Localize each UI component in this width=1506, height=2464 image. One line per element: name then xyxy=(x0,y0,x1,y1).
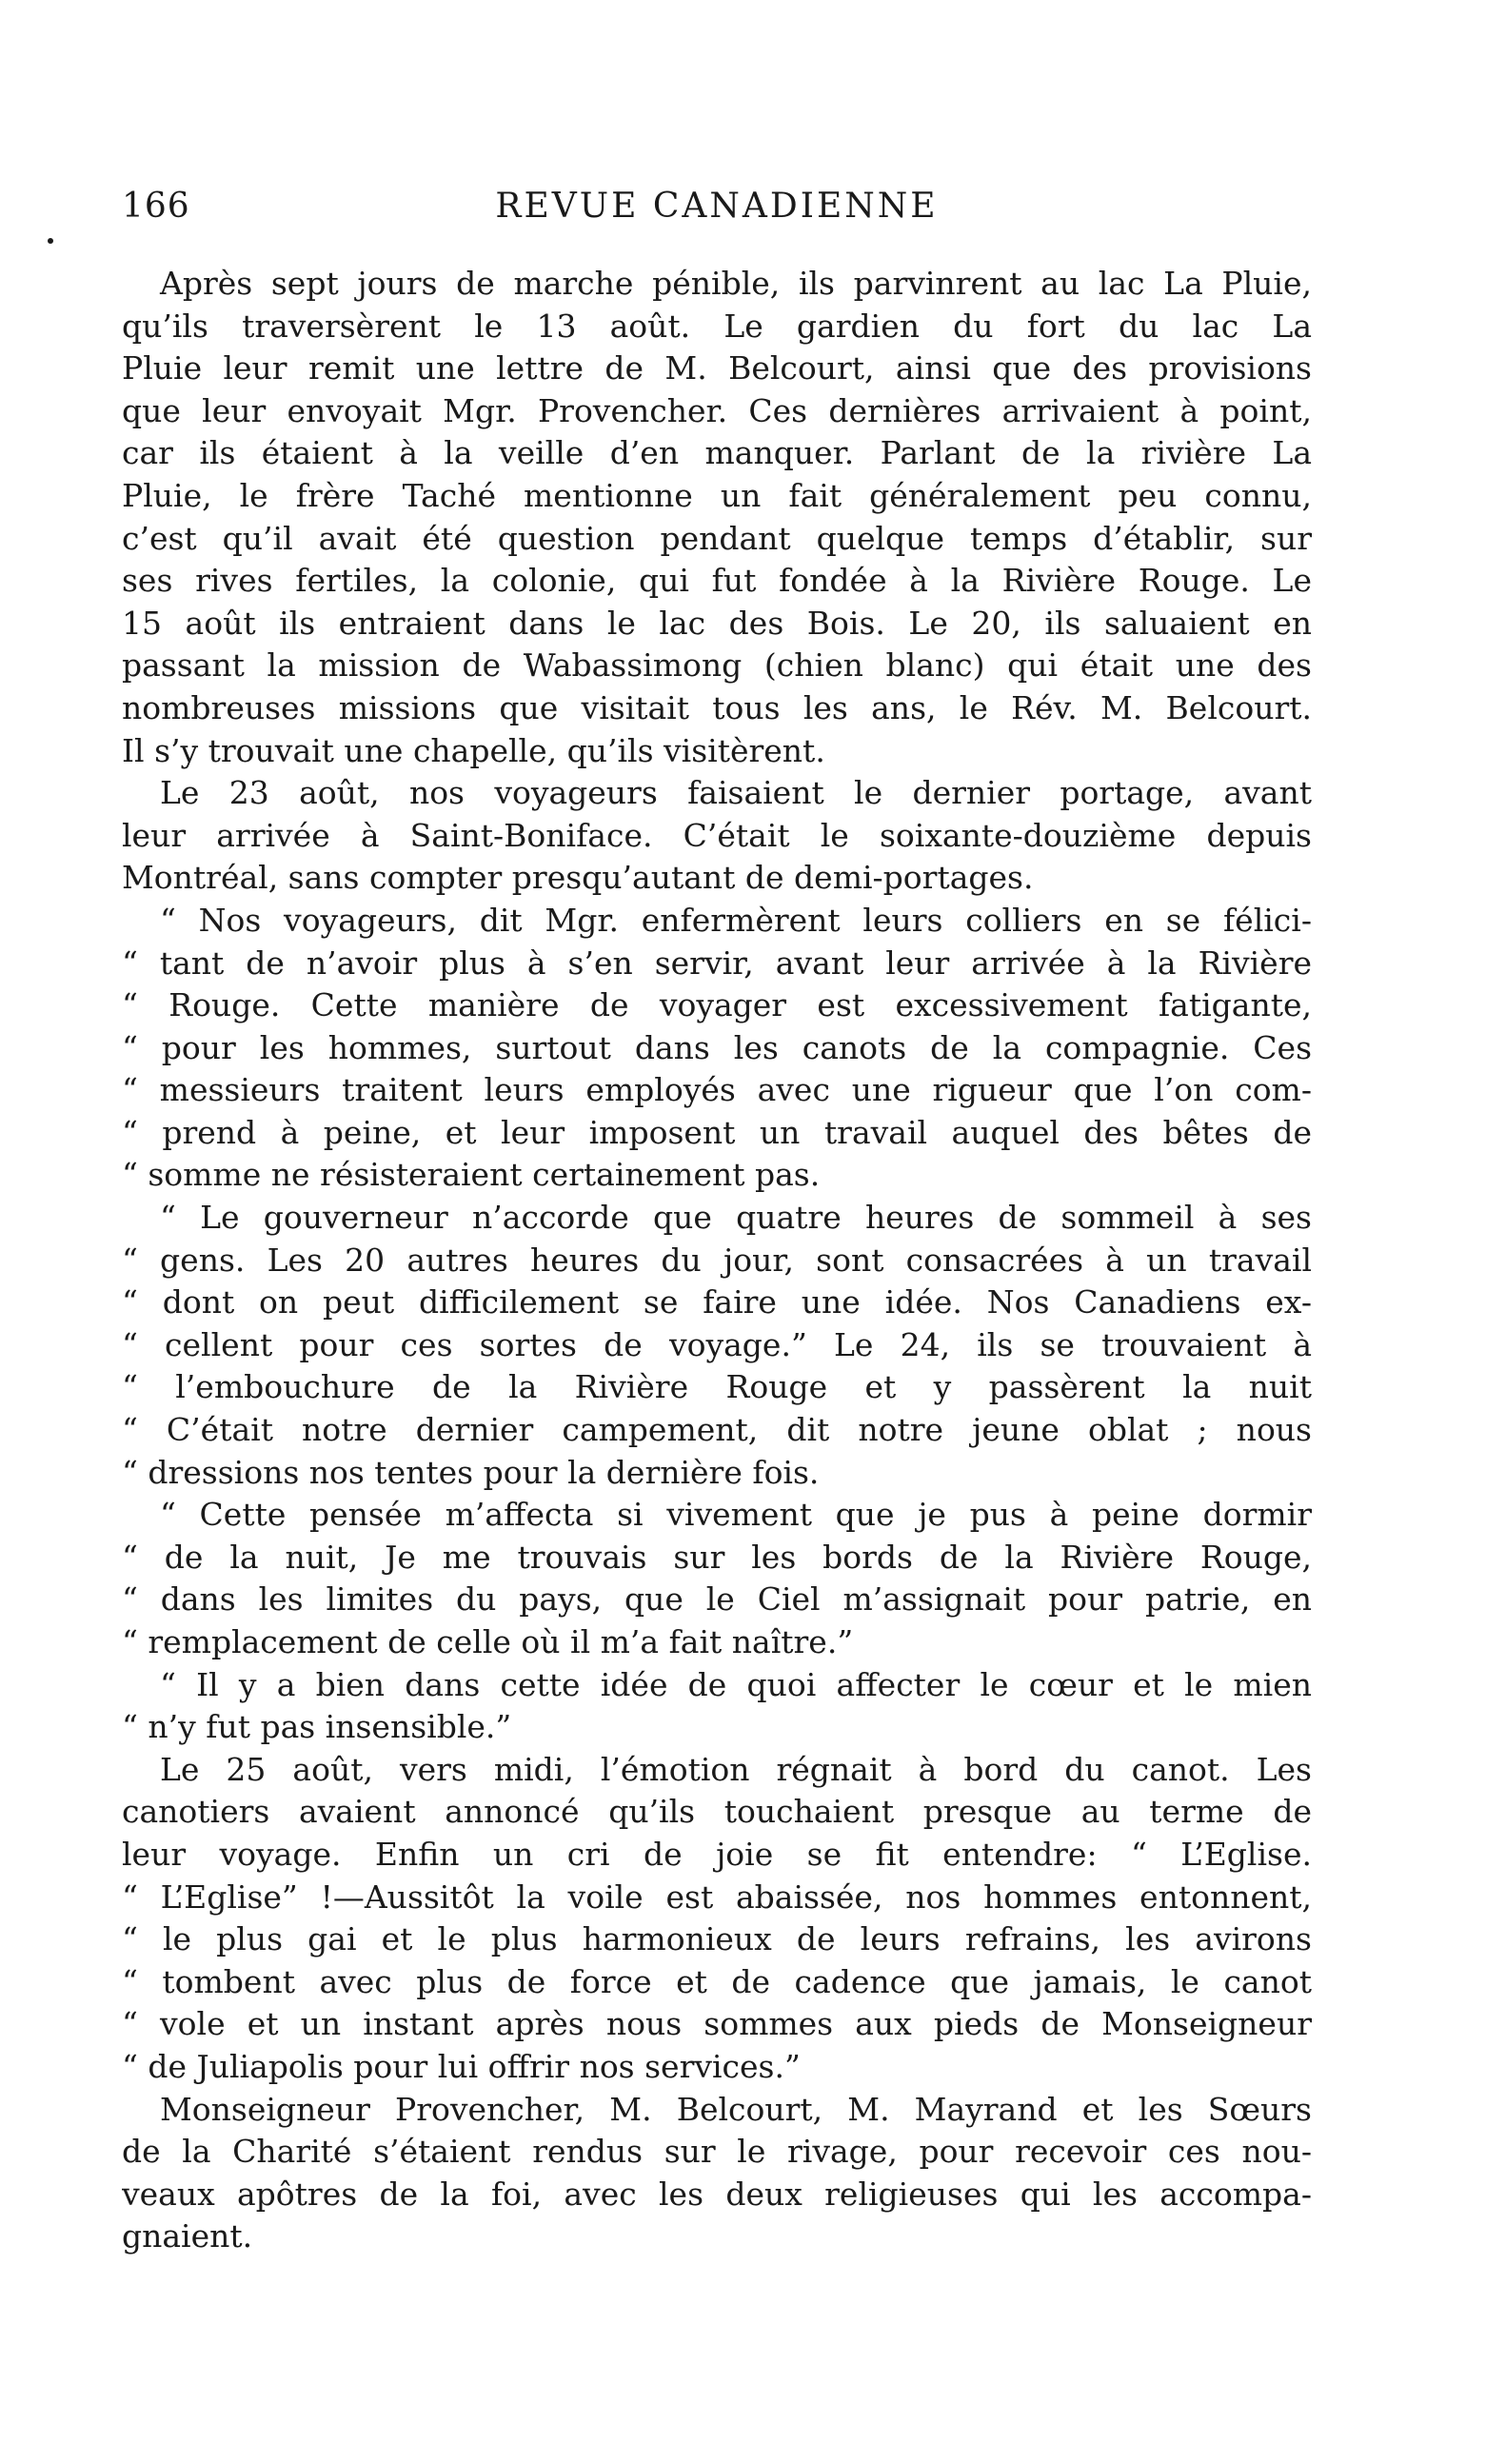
text-line: Pluie leur remit une lettre de M. Belcourt, ainsi que des provisions xyxy=(122,349,1312,387)
text-line: “ Le gouverneur n’accorde que quatre heures de sommeil à ses xyxy=(160,1199,1312,1237)
text-line: de la Charité s’étaient rendus sur le rivage, pour recevoir ces nou- xyxy=(122,2133,1312,2171)
page-header xyxy=(122,187,1312,244)
text-line: “ messieurs traitent leurs employés avec une rigueur que l’on com- xyxy=(122,1071,1312,1109)
text-line: “ de Juliapolis pour lui offrir nos services.” xyxy=(122,2047,801,2085)
text-line: 15 août ils entraient dans le lac des Bois. Le 20, ils saluaient en xyxy=(122,604,1312,642)
text-line: canotiers avaient annoncé qu’ils touchaient presque au terme de xyxy=(122,1793,1312,1831)
running-head: REVUE CANADIENNE xyxy=(495,187,939,226)
text-line: “ Il y a bien dans cette idée de quoi affecter le cœur et le mien xyxy=(160,1665,1312,1703)
margin-dot xyxy=(48,238,53,244)
text-line: “ remplacement de celle où il m’a fait naître.” xyxy=(122,1623,854,1660)
text-line: “ dont on peut difficilement se faire une idée. Nos Canadiens ex- xyxy=(122,1283,1312,1321)
text-line: Monseigneur Provencher, M. Belcourt, M. Mayrand et les Sœurs xyxy=(160,2090,1312,2128)
text-line: “ l’embouchure de la Rivière Rouge et y passèrent la nuit xyxy=(122,1368,1312,1406)
text-line: “ le plus gai et le plus harmonieux de leurs refrains, les avirons xyxy=(122,1920,1312,1958)
text-line: Montréal, sans compter presqu’autant de demi-portages. xyxy=(122,859,1034,897)
text-line: leur voyage. Enfin un cri de joie se fit entendre: “ L’Eglise. xyxy=(122,1835,1312,1873)
text-line: “ dressions nos tentes pour la dernière fois. xyxy=(122,1453,820,1491)
text-line: nombreuses missions que visitait tous les ans, le Rév. M. Belcourt. xyxy=(122,688,1312,726)
text-line: “ gens. Les 20 autres heures du jour, sont consacrées à un travail xyxy=(122,1241,1312,1279)
text-line: veaux apôtres de la foi, avec les deux religieuses qui les accompa- xyxy=(122,2175,1312,2213)
text-line: “ C’était notre dernier campement, dit notre jeune oblat ; nous xyxy=(122,1411,1312,1449)
text-line: “ de la nuit, Je me trouvais sur les bords de la Rivière Rouge, xyxy=(122,1538,1312,1576)
text-line: “ vole et un instant après nous sommes aux pieds de Monseigneur xyxy=(122,2005,1312,2043)
text-line: “ n’y fut pas insensible.” xyxy=(122,1708,512,1746)
text-line: Le 25 août, vers midi, l’émotion régnait à bord du canot. Les xyxy=(160,1750,1312,1788)
text-line: “ pour les hommes, surtout dans les canots de la compagnie. Ces xyxy=(122,1028,1312,1066)
text-line: “ L’Eglise” !—Aussitôt la voile est abaissée, nos hommes entonnent, xyxy=(122,1878,1312,1916)
text-line: “ tant de n’avoir plus à s’en servir, avant leur arrivée à la Rivière xyxy=(122,944,1312,982)
text-line: “ cellent pour ces sortes de voyage.” Le 24, ils se trouvaient à xyxy=(122,1325,1312,1363)
text-line: Le 23 août, nos voyageurs faisaient le dernier portage, avant xyxy=(160,774,1312,812)
text-line: Pluie, le frère Taché mentionne un fait généralement peu connu, xyxy=(122,476,1312,514)
text-line: ses rives fertiles, la colonie, qui fut fondée à la Rivière Rouge. Le xyxy=(122,562,1312,600)
text-line: gnaient. xyxy=(122,2217,253,2255)
text-line: “ dans les limites du pays, que le Ciel m’assignait pour patrie, en xyxy=(122,1580,1312,1619)
text-line: Après sept jours de marche pénible, ils parvinrent au lac La Pluie, xyxy=(160,265,1312,302)
text-line: car ils étaient à la veille d’en manquer. Parlant de la rivière La xyxy=(122,434,1312,472)
text-line: Il s’y trouvait une chapelle, qu’ils visitèrent. xyxy=(122,731,825,769)
text-line: “ prend à peine, et leur imposent un travail auquel des bêtes de xyxy=(122,1113,1312,1151)
page-number: 166 xyxy=(122,187,190,226)
text-line: qu’ils traversèrent le 13 août. Le gardien du fort du lac La xyxy=(122,307,1312,345)
text-line: “ Rouge. Cette manière de voyager est excessivement fatigante, xyxy=(122,986,1312,1024)
text-line: que leur envoyait Mgr. Provencher. Ces dernières arrivaient à point, xyxy=(122,391,1312,429)
body-text xyxy=(122,263,1312,2258)
text-line: “ tombent avec plus de force et de cadence que jamais, le canot xyxy=(122,1962,1312,2000)
text-line: passant la mission de Wabassimong (chien blanc) qui était une des xyxy=(122,646,1312,685)
text-line: leur arrivée à Saint-Boniface. C’était le soixante-douzième depuis xyxy=(122,816,1312,854)
text-line: c’est qu’il avait été question pendant quelque temps d’établir, sur xyxy=(122,519,1312,557)
text-line: “ Nos voyageurs, dit Mgr. enfermèrent leurs colliers en se félici- xyxy=(160,901,1312,939)
text-line: “ somme ne résisteraient certainement pas. xyxy=(122,1156,821,1194)
text-line: “ Cette pensée m’affecta si vivement que je pus à peine dormir xyxy=(160,1496,1312,1534)
